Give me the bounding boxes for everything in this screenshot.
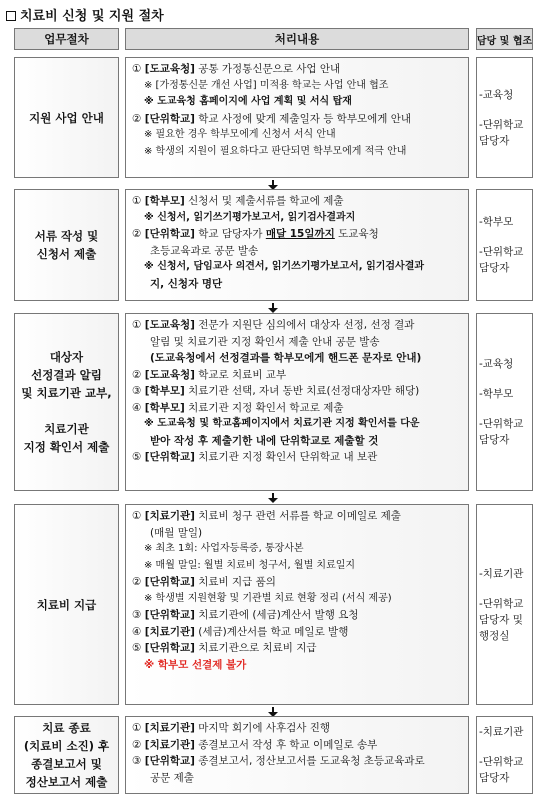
stage-cell <box>14 57 119 178</box>
actor-tag: [치료기관] <box>144 510 195 522</box>
actor-tag: [도교육청] <box>144 63 195 75</box>
step-text: 전문가 지원단 심의에서 대상자 선정, 선정 결과 <box>194 319 415 331</box>
step-number: ③ <box>132 385 145 397</box>
actor-tag: [치료기관] <box>144 738 195 751</box>
responsible-cell <box>476 189 533 301</box>
step-text: 치료기관으로 치료비 지급 <box>194 642 317 654</box>
content-line: ※ 학생의 지원이 필요하다고 판단되면 학부모에게 적극 안내 <box>144 145 407 157</box>
responsible-item: -학부모 <box>479 388 514 400</box>
actor-tag: [단위학교] <box>144 112 195 125</box>
content-line <box>132 111 462 128</box>
stage-cell <box>14 716 119 794</box>
step-text: 종결보고서, 정산보고서를 도교육청 초등교육과로 <box>194 755 425 767</box>
content-cell <box>125 313 469 491</box>
content-line <box>132 737 462 754</box>
step-text: 학교로 치료비 교부 <box>194 368 287 381</box>
responsible-item: -교육청 <box>479 358 514 370</box>
content-line <box>132 449 462 466</box>
down-arrow-icon <box>268 303 278 313</box>
actor-tag: [학부모] <box>144 195 185 207</box>
actor-tag: [단위학교] <box>144 576 195 588</box>
content-line: 초등교육과로 공문 발송 <box>150 244 259 257</box>
responsible-item: -단위학교 담당자 <box>479 756 524 784</box>
content-line <box>132 508 462 525</box>
actor-tag: [단위학교] <box>144 642 195 654</box>
step-number: ① <box>132 195 145 207</box>
step-text: 치료비 청구 관련 서류를 학교 이메일로 제출 <box>194 510 401 522</box>
content-line: ※ 최초 1회: 사업자등록증, 통장사본 <box>144 543 304 554</box>
content-line <box>132 753 462 770</box>
actor-tag: [치료기관] <box>144 722 195 734</box>
content-line: ※ 학부모 선결제 불가 <box>144 658 247 671</box>
content-line <box>132 317 462 334</box>
stage-line: (치료비 소진) 후 <box>23 739 110 753</box>
content-line: ※ [가정통신문 개선 사업] 미적용 학교는 사업 안내 협조 <box>144 79 389 91</box>
step-number: ② <box>132 576 145 588</box>
content-line: ※ 신청서, 읽기쓰기평가보고서, 읽기검사결과지 <box>144 211 356 223</box>
step-number: ① <box>132 722 145 734</box>
content-line <box>132 61 462 78</box>
step-text: 치료기관 선택, 자녀 동반 치료(선정대상자만 해당) <box>184 385 420 397</box>
actor-tag: [치료기관] <box>144 625 195 638</box>
content-line: (도교육청에서 선정결과를 학부모에게 핸드폰 문자로 안내) <box>150 352 422 364</box>
responsible-cell <box>476 313 533 491</box>
stage-label <box>35 227 99 263</box>
content-line: 공문 제출 <box>150 771 194 784</box>
content-cell <box>125 504 469 705</box>
content-line: ※ 도교육청 홈페이지에 사업 계획 및 서식 탑재 <box>144 96 352 107</box>
step-text: (세금)계산서를 학교 메일로 발행 <box>194 625 349 638</box>
actor-tag: [도교육청] <box>144 368 195 381</box>
responsible-item: -단위학교 담당자 <box>479 118 524 147</box>
content-line: ※ 도교육청 및 학교홈페이지에서 치료기관 지정 확인서를 다운 <box>144 418 420 429</box>
responsible-cell <box>476 504 533 705</box>
content-line: ※ 신청서, 담임교사 의견서, 읽기쓰기평가보고서, 읽기검사결과 <box>144 261 425 272</box>
content-cell <box>125 716 469 794</box>
responsible-item: -치료기관 <box>479 567 524 580</box>
content-line <box>132 624 462 641</box>
stage-cell <box>14 313 119 491</box>
stage-line: 선정결과 알림 <box>31 368 102 382</box>
content-cell <box>125 57 469 178</box>
stage-cell <box>14 189 119 301</box>
actor-tag: [학부모] <box>144 401 185 414</box>
actor-tag: [학부모] <box>144 385 185 397</box>
stage-line <box>21 402 111 420</box>
step-text: 마지막 회기에 사후검사 진행 <box>194 722 331 734</box>
step-number: ① <box>132 510 145 522</box>
step-number: ④ <box>132 401 145 414</box>
content-line: ※ 필요한 경우 학부모에게 신청서 서식 안내 <box>144 129 336 140</box>
content-line <box>132 607 462 624</box>
actor-tag: [단위학교] <box>144 755 195 767</box>
actor-tag: [단위학교] <box>144 228 195 240</box>
step-number: ③ <box>132 609 145 621</box>
stage-label <box>37 596 97 614</box>
content-line <box>132 226 462 243</box>
content-line <box>132 193 462 210</box>
step-number: ④ <box>132 625 145 638</box>
content-line <box>132 383 462 400</box>
stage-line: 서류 작성 및 <box>34 229 99 243</box>
step-text: 공통 가정통신문으로 사업 안내 <box>194 63 341 75</box>
responsible-item: -치료기관 <box>479 726 524 738</box>
stage-line: 및 치료기관 교부, <box>21 386 112 400</box>
responsible-item: -단위학교 담당자 및 행정실 <box>479 597 524 642</box>
step-number: ③ <box>132 755 145 767</box>
responsible-item: -교육청 <box>479 88 514 101</box>
content-cell <box>125 189 469 301</box>
stage-line: 지정 확인서 제출 <box>23 440 110 454</box>
step-text: 치료기관에 (세금)계산서 발행 요청 <box>194 609 359 621</box>
actor-tag: [단위학교] <box>144 451 195 463</box>
stage-line: 지원 사업 안내 <box>29 110 104 125</box>
step-text: 학교 사정에 맞게 제출일자 등 학부모에게 안내 <box>194 112 412 125</box>
deadline-text: 매달 15일까지 <box>265 228 335 240</box>
stage-label <box>24 719 109 791</box>
content-line: ※ 학생별 지원현황 및 기관별 치료 현황 정리 (서식 제공) <box>144 592 392 604</box>
step-number: ⑤ <box>132 642 145 654</box>
content-line: (매월 말일) <box>150 526 203 539</box>
header-stage: 업무절차 <box>14 28 119 50</box>
stage-line: 치료비 지급 <box>36 597 97 612</box>
step-number: ① <box>132 319 145 331</box>
content-line: 지, 신청자 명단 <box>150 277 223 290</box>
step-text: 학교 담당자가 <box>194 228 266 240</box>
step-number: ② <box>132 738 145 751</box>
content-line: ※ 매월 말일: 월별 치료비 청구서, 월별 치료일지 <box>144 559 356 571</box>
content-line <box>132 574 462 591</box>
responsible-item: -단위학교 담당자 <box>479 418 524 446</box>
stage-line: 정산보고서 제출 <box>25 775 108 789</box>
stage-line: 치료 종료 <box>42 721 91 735</box>
down-arrow-icon <box>268 493 278 503</box>
step-number: ⑤ <box>132 451 145 463</box>
step-text: 치료기관 지정 확인서 단위학교 내 보관 <box>194 451 378 463</box>
step-number: ② <box>132 112 145 125</box>
stage-line: 대상자 <box>49 350 84 364</box>
step-text: 종결보고서 작성 후 학교 이메일로 송부 <box>194 738 378 751</box>
stage-label <box>21 348 111 456</box>
responsible-item: -단위학교 담당자 <box>479 246 524 274</box>
content-line: 받아 작성 후 제출기한 내에 단위학교로 제출할 것 <box>150 434 379 447</box>
step-text: 치료기관 지정 확인서 학교로 제출 <box>184 401 344 414</box>
checkbox-square-icon <box>6 11 16 21</box>
step-number: ② <box>132 368 145 381</box>
content-line <box>132 367 462 384</box>
stage-line: 종결보고서 및 <box>31 757 102 771</box>
step-text: 치료비 지급 품의 <box>194 576 276 588</box>
content-line <box>132 400 462 417</box>
content-line <box>132 720 462 737</box>
step-text: 신청서 및 제출서류를 학교에 제출 <box>184 195 344 207</box>
header-content: 처리내용 <box>125 28 469 50</box>
stage-cell <box>14 504 119 705</box>
step-number: ① <box>132 63 145 75</box>
actor-tag: [도교육청] <box>144 319 195 331</box>
stage-line: 신청서 제출 <box>36 247 97 261</box>
stage-line: 치료기관 <box>44 422 89 436</box>
responsible-item: -학부모 <box>479 216 514 228</box>
step-text: 도교육청 <box>334 228 379 240</box>
section-title-text: 치료비 신청 및 지원 절차 <box>20 9 164 24</box>
header-resp: 담당 및 협조 <box>476 28 533 50</box>
actor-tag: [단위학교] <box>144 609 195 621</box>
content-line <box>132 640 462 657</box>
step-number: ② <box>132 228 145 240</box>
responsible-cell <box>476 57 533 178</box>
content-line: 알림 및 치료기관 지정 확인서 제출 안내 공문 발송 <box>150 335 380 348</box>
responsible-cell <box>476 716 533 794</box>
stage-label <box>29 109 104 127</box>
section-title <box>6 5 164 24</box>
